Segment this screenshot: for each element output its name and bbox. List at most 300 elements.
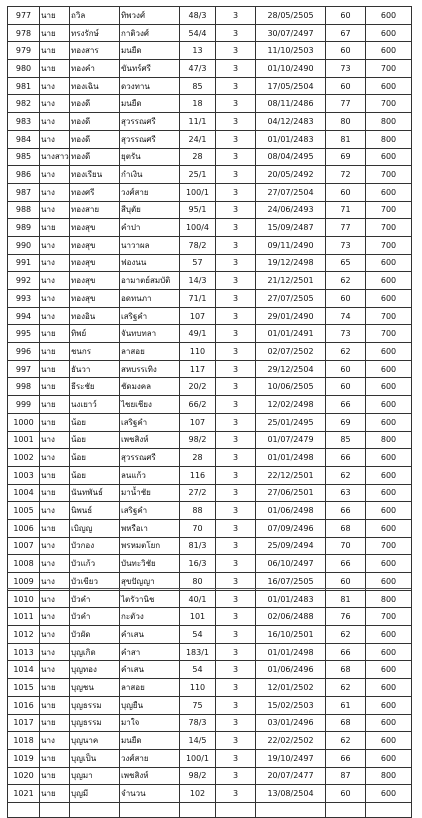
row-number: 997 [8, 360, 40, 378]
age: 71 [326, 201, 366, 219]
village-number: 3 [216, 236, 256, 254]
table-row [8, 519, 412, 537]
title-prefix: นาง [40, 254, 70, 272]
last-name: กำเงิน [120, 166, 180, 184]
birth-date: 16/07/2505 [256, 573, 326, 591]
title-prefix: นาง [40, 77, 70, 95]
first-name: นงเยาว์ [70, 396, 120, 414]
first-name: น้อย [70, 449, 120, 467]
title-prefix: นาง [40, 449, 70, 467]
village-number: 3 [216, 24, 256, 42]
birth-date: 25/09/2494 [256, 537, 326, 555]
table-row [8, 767, 412, 785]
village-number: 3 [216, 130, 256, 148]
table-row [8, 360, 412, 378]
allowance-amount: 700 [366, 166, 412, 184]
empty-cell [216, 802, 256, 817]
allowance-amount: 800 [366, 431, 412, 449]
first-name: บุญมี [70, 785, 120, 803]
last-name: ไตรัวานิช [120, 590, 180, 608]
allowance-amount: 800 [366, 767, 412, 785]
first-name: ธันวา [70, 360, 120, 378]
birth-date: 22/02/2502 [256, 732, 326, 750]
empty-cell [70, 802, 120, 817]
last-name: สหบรรเทิง [120, 360, 180, 378]
title-prefix: นาง [40, 272, 70, 290]
village-number: 3 [216, 60, 256, 78]
village-number: 3 [216, 413, 256, 431]
title-prefix: นาย [40, 7, 70, 25]
age: 60 [326, 785, 366, 803]
last-name: มาน้ำชัย [120, 484, 180, 502]
row-number: 988 [8, 201, 40, 219]
empty-cell [256, 802, 326, 817]
allowance-amount: 700 [366, 537, 412, 555]
age: 62 [326, 679, 366, 697]
row-number: 985 [8, 148, 40, 166]
title-prefix: นาย [40, 343, 70, 361]
last-name: ลนแก้ว [120, 466, 180, 484]
last-name: เสริฐคำ [120, 307, 180, 325]
birth-date: 01/06/2498 [256, 502, 326, 520]
first-name: บุญนาค [70, 732, 120, 750]
age: 87 [326, 767, 366, 785]
house-number: 13 [180, 42, 216, 60]
first-name: ทองดี [70, 148, 120, 166]
last-name: มนยืด [120, 95, 180, 113]
last-name: สุวรรณศรี [120, 449, 180, 467]
title-prefix: นาง [40, 502, 70, 520]
allowance-amount: 700 [366, 608, 412, 626]
last-name: บุญยืน [120, 696, 180, 714]
house-number: 24/1 [180, 130, 216, 148]
last-name: คำเสน [120, 626, 180, 644]
table-row [8, 183, 412, 201]
birth-date: 16/10/2501 [256, 626, 326, 644]
birth-date: 01/01/2483 [256, 130, 326, 148]
birth-date: 15/02/2503 [256, 696, 326, 714]
village-number: 3 [216, 378, 256, 396]
village-number: 3 [216, 502, 256, 520]
birth-date: 02/06/2488 [256, 608, 326, 626]
house-number: 116 [180, 466, 216, 484]
first-name: บัวคำ [70, 590, 120, 608]
last-name: นาวาผล [120, 236, 180, 254]
village-number: 3 [216, 201, 256, 219]
village-number: 3 [216, 42, 256, 60]
village-number: 3 [216, 290, 256, 308]
table-row [8, 201, 412, 219]
title-prefix: นาย [40, 24, 70, 42]
row-number: 1019 [8, 749, 40, 767]
village-number: 3 [216, 183, 256, 201]
village-number: 3 [216, 77, 256, 95]
title-prefix: นาง [40, 573, 70, 591]
house-number: 25/1 [180, 166, 216, 184]
row-number: 1021 [8, 785, 40, 803]
house-number: 107 [180, 307, 216, 325]
age: 60 [326, 378, 366, 396]
village-number: 3 [216, 555, 256, 573]
row-number: 986 [8, 166, 40, 184]
last-name: สุวรรณศรี [120, 130, 180, 148]
age: 68 [326, 519, 366, 537]
first-name: บัวกอง [70, 537, 120, 555]
allowance-amount: 600 [366, 679, 412, 697]
last-name: มนยืด [120, 732, 180, 750]
table-row [8, 502, 412, 520]
last-name: พหรือเา [120, 519, 180, 537]
first-name: ทองสาร [70, 42, 120, 60]
first-name: ทองสุข [70, 272, 120, 290]
empty-cell [40, 802, 70, 817]
village-number: 3 [216, 519, 256, 537]
allowance-amount: 700 [366, 236, 412, 254]
table-row [8, 113, 412, 131]
title-prefix: นาง [40, 130, 70, 148]
village-number: 3 [216, 749, 256, 767]
allowance-amount: 600 [366, 290, 412, 308]
last-name: คำสา [120, 643, 180, 661]
village-number: 3 [216, 608, 256, 626]
empty-row [8, 802, 412, 817]
first-name: ทองศรี [70, 183, 120, 201]
footer-rule [7, 588, 411, 589]
birth-date: 11/10/2503 [256, 42, 326, 60]
birth-date: 29/12/2504 [256, 360, 326, 378]
birth-date: 29/01/2490 [256, 307, 326, 325]
allowance-amount: 700 [366, 95, 412, 113]
birth-date: 24/06/2493 [256, 201, 326, 219]
age: 76 [326, 608, 366, 626]
age: 60 [326, 77, 366, 95]
last-name: วงศ์สาย [120, 183, 180, 201]
birth-date: 25/01/2495 [256, 413, 326, 431]
first-name: บุญเกิด [70, 643, 120, 661]
first-name: ทองดี [70, 95, 120, 113]
birth-date: 07/09/2496 [256, 519, 326, 537]
village-number: 3 [216, 714, 256, 732]
table-row [8, 413, 412, 431]
row-number: 1008 [8, 555, 40, 573]
house-number: 11/1 [180, 113, 216, 131]
birth-date: 27/07/2505 [256, 290, 326, 308]
last-name: ฟองนน [120, 254, 180, 272]
first-name: บัวคำ [70, 608, 120, 626]
table-row [8, 95, 412, 113]
last-name: ขันทร์ศรี [120, 60, 180, 78]
village-number: 3 [216, 573, 256, 591]
birth-date: 01/06/2496 [256, 661, 326, 679]
first-name: ทองเรียน [70, 166, 120, 184]
empty-cell [180, 802, 216, 817]
age: 68 [326, 661, 366, 679]
house-number: 80 [180, 573, 216, 591]
table-body [8, 7, 412, 818]
allowance-amount: 800 [366, 590, 412, 608]
last-name: สุวรรณศรี [120, 113, 180, 131]
row-number: 992 [8, 272, 40, 290]
house-number: 48/3 [180, 7, 216, 25]
table-row [8, 42, 412, 60]
allowance-amount: 600 [366, 643, 412, 661]
house-number: 70 [180, 519, 216, 537]
first-name: ทองสุข [70, 236, 120, 254]
table-row [8, 484, 412, 502]
row-number: 1017 [8, 714, 40, 732]
title-prefix: นาย [40, 378, 70, 396]
title-prefix: นาง [40, 590, 70, 608]
village-number: 3 [216, 396, 256, 414]
house-number: 100/1 [180, 749, 216, 767]
birth-date: 20/05/2492 [256, 166, 326, 184]
first-name: บุญชน [70, 679, 120, 697]
table-row [8, 608, 412, 626]
birth-date: 13/08/2504 [256, 785, 326, 803]
title-prefix: นาย [40, 219, 70, 237]
row-number: 1001 [8, 431, 40, 449]
last-name: จำนวน [120, 785, 180, 803]
age: 60 [326, 360, 366, 378]
table-row [8, 466, 412, 484]
birth-date: 08/04/2495 [256, 148, 326, 166]
age: 85 [326, 431, 366, 449]
table-row [8, 166, 412, 184]
age: 74 [326, 307, 366, 325]
house-number: 107 [180, 413, 216, 431]
first-name: ทองสาย [70, 201, 120, 219]
title-prefix: นาย [40, 767, 70, 785]
house-number: 14/3 [180, 272, 216, 290]
last-name: วงศ์สาย [120, 749, 180, 767]
house-number: 81/3 [180, 537, 216, 555]
birth-date: 19/10/2497 [256, 749, 326, 767]
row-number: 991 [8, 254, 40, 272]
birth-date: 12/02/2498 [256, 396, 326, 414]
allowance-amount: 600 [366, 378, 412, 396]
house-number: 95/1 [180, 201, 216, 219]
village-number: 3 [216, 537, 256, 555]
house-number: 110 [180, 343, 216, 361]
allowance-amount: 700 [366, 325, 412, 343]
table-row [8, 732, 412, 750]
house-number: 75 [180, 696, 216, 714]
last-name: อดทนภา [120, 290, 180, 308]
row-number: 1011 [8, 608, 40, 626]
table-row [8, 537, 412, 555]
table-row [8, 749, 412, 767]
house-number: 78/3 [180, 714, 216, 732]
village-number: 3 [216, 626, 256, 644]
house-number: 14/5 [180, 732, 216, 750]
birth-date: 01/10/2490 [256, 60, 326, 78]
title-prefix: นาง [40, 555, 70, 573]
last-name: เพชสิงห์ [120, 431, 180, 449]
row-number: 980 [8, 60, 40, 78]
village-number: 3 [216, 661, 256, 679]
row-number: 1003 [8, 466, 40, 484]
title-prefix: นางสาว [40, 148, 70, 166]
birth-date: 27/06/2501 [256, 484, 326, 502]
title-prefix: นาง [40, 307, 70, 325]
allowance-amount: 600 [366, 749, 412, 767]
village-number: 3 [216, 166, 256, 184]
house-number: 100/4 [180, 219, 216, 237]
allowance-amount: 600 [366, 466, 412, 484]
age: 62 [326, 626, 366, 644]
row-number: 1020 [8, 767, 40, 785]
house-number: 57 [180, 254, 216, 272]
village-number: 3 [216, 343, 256, 361]
house-number: 100/1 [180, 183, 216, 201]
first-name: ถวิล [70, 7, 120, 25]
first-name: ชนกร [70, 343, 120, 361]
age: 60 [326, 290, 366, 308]
table-row [8, 343, 412, 361]
table-row [8, 590, 412, 608]
allowance-amount: 800 [366, 130, 412, 148]
last-name: มนยืด [120, 42, 180, 60]
village-number: 3 [216, 431, 256, 449]
title-prefix: นาย [40, 484, 70, 502]
title-prefix: นาย [40, 413, 70, 431]
row-number: 993 [8, 290, 40, 308]
title-prefix: นาย [40, 42, 70, 60]
birth-date: 09/11/2490 [256, 236, 326, 254]
table-row [8, 254, 412, 272]
birth-date: 30/07/2497 [256, 24, 326, 42]
house-number: 18 [180, 95, 216, 113]
village-number: 3 [216, 7, 256, 25]
village-number: 3 [216, 325, 256, 343]
first-name: ทองดี [70, 113, 120, 131]
last-name: ชัดมงคล [120, 378, 180, 396]
allowance-amount: 600 [366, 626, 412, 644]
title-prefix: นาย [40, 696, 70, 714]
house-number: 54 [180, 661, 216, 679]
age: 66 [326, 749, 366, 767]
title-prefix: นาง [40, 113, 70, 131]
age: 62 [326, 732, 366, 750]
house-number: 66/2 [180, 396, 216, 414]
last-name: มาใจ [120, 714, 180, 732]
house-number: 27/2 [180, 484, 216, 502]
row-number: 995 [8, 325, 40, 343]
village-number: 3 [216, 219, 256, 237]
table-row [8, 378, 412, 396]
first-name: ทองอิน [70, 307, 120, 325]
birth-date: 21/12/2501 [256, 272, 326, 290]
allowance-amount: 700 [366, 219, 412, 237]
title-prefix: นาง [40, 431, 70, 449]
row-number: 987 [8, 183, 40, 201]
row-number: 1012 [8, 626, 40, 644]
house-number: 20/2 [180, 378, 216, 396]
table-row [8, 236, 412, 254]
row-number: 1016 [8, 696, 40, 714]
age: 63 [326, 484, 366, 502]
table-row [8, 272, 412, 290]
village-number: 3 [216, 307, 256, 325]
title-prefix: นาย [40, 749, 70, 767]
allowance-amount: 600 [366, 732, 412, 750]
table-row [8, 307, 412, 325]
table-row [8, 148, 412, 166]
last-name: กาติวงศ์ [120, 24, 180, 42]
title-prefix: นาง [40, 643, 70, 661]
village-number: 3 [216, 732, 256, 750]
row-number: 1006 [8, 519, 40, 537]
row-number: 982 [8, 95, 40, 113]
first-name: บุญธรรม [70, 714, 120, 732]
birth-date: 19/12/2498 [256, 254, 326, 272]
allowance-amount: 700 [366, 201, 412, 219]
row-number: 989 [8, 219, 40, 237]
village-number: 3 [216, 95, 256, 113]
document-page [7, 6, 411, 818]
age: 60 [326, 573, 366, 591]
age: 68 [326, 714, 366, 732]
first-name: ทรงรักษ์ [70, 24, 120, 42]
last-name: คำปา [120, 219, 180, 237]
birth-date: 03/01/2496 [256, 714, 326, 732]
first-name: ทองสุข [70, 254, 120, 272]
birth-date: 01/01/2498 [256, 643, 326, 661]
birth-date: 22/12/2501 [256, 466, 326, 484]
first-name: ธีระชัย [70, 378, 120, 396]
first-name: ทองสุข [70, 219, 120, 237]
last-name: ลาสอย [120, 343, 180, 361]
first-name: น้อย [70, 413, 120, 431]
table-row [8, 661, 412, 679]
first-name: ทองสุข [70, 290, 120, 308]
allowance-amount: 600 [366, 24, 412, 42]
table-row [8, 396, 412, 414]
house-number: 54/4 [180, 24, 216, 42]
age: 62 [326, 272, 366, 290]
last-name: สีบุตัย [120, 201, 180, 219]
table-row [8, 290, 412, 308]
last-name: เสริฐคำ [120, 413, 180, 431]
title-prefix: นาย [40, 714, 70, 732]
age: 67 [326, 24, 366, 42]
house-number: 78/2 [180, 236, 216, 254]
title-prefix: นาย [40, 466, 70, 484]
birth-date: 01/01/2483 [256, 590, 326, 608]
house-number: 47/3 [180, 60, 216, 78]
first-name: เบิญญ [70, 519, 120, 537]
table-row [8, 7, 412, 25]
row-number: 1004 [8, 484, 40, 502]
age: 66 [326, 555, 366, 573]
last-name: ยุตรัน [120, 148, 180, 166]
allowance-amount: 600 [366, 7, 412, 25]
table-row [8, 431, 412, 449]
table-row [8, 24, 412, 42]
allowance-amount: 700 [366, 60, 412, 78]
table-row [8, 77, 412, 95]
house-number: 98/2 [180, 431, 216, 449]
table-row [8, 714, 412, 732]
allowance-amount: 600 [366, 396, 412, 414]
age: 73 [326, 236, 366, 254]
age: 81 [326, 130, 366, 148]
age: 60 [326, 183, 366, 201]
allowance-amount: 600 [366, 519, 412, 537]
house-number: 40/1 [180, 590, 216, 608]
village-number: 3 [216, 148, 256, 166]
row-number: 1015 [8, 679, 40, 697]
